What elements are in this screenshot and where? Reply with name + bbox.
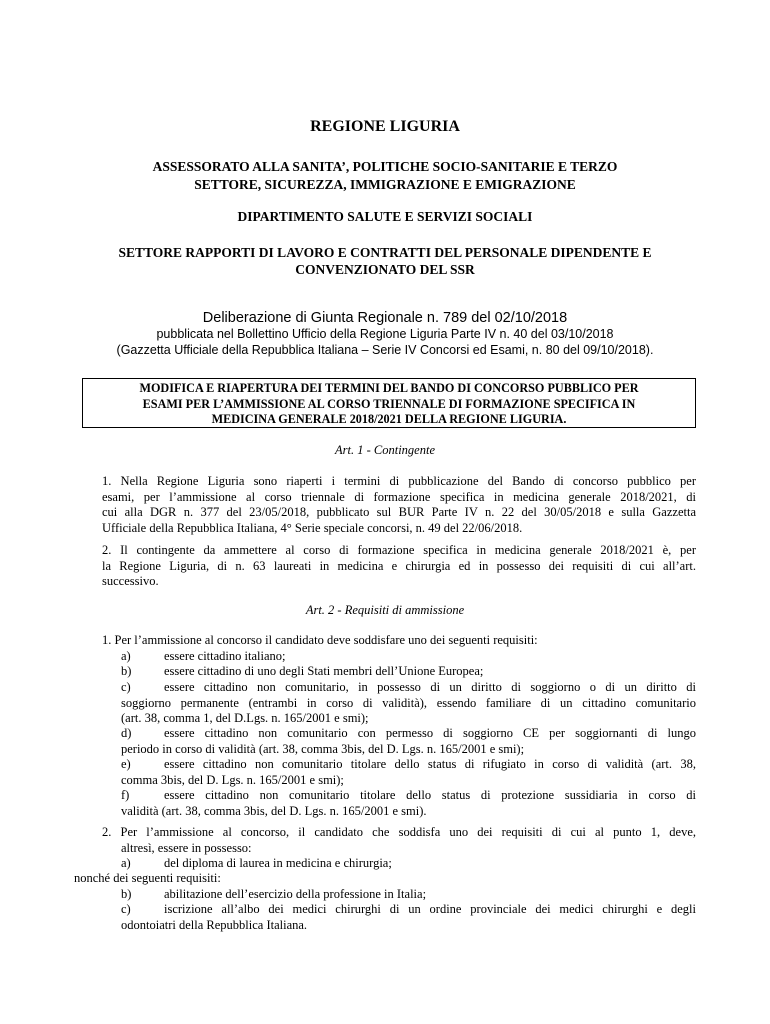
requirement-text: abilitazione dell’esercizio della professione in Italia; xyxy=(164,887,427,901)
requirement-d-line-1 xyxy=(121,726,696,742)
dipartimento-title: DIPARTIMENTO SALUTE E SERVIZI SOCIALI xyxy=(237,209,533,224)
assessorato-line-2: SETTORE, SICUREZZA, IMMIGRAZIONE E EMIGRAZIONE xyxy=(194,177,576,192)
requirement-e-line-1 xyxy=(121,757,696,773)
requirement-label: f) xyxy=(121,788,130,802)
requirement-label: c) xyxy=(121,902,131,916)
bando-title-line-2: ESAMI PER L’AMMISSIONE AL CORSO TRIENNALE DI FORMAZIONE SPECIFICA IN xyxy=(142,396,636,411)
art1-p1-line: Ufficiale della Repubblica Italiana, 4° Serie speciale concorsi, n. 49 del 22/06/2018. xyxy=(102,520,523,535)
art1-p1-line: cui alla DGR n. 377 del 23/05/2018, pubblicato sul BUR Parte IV n. 22 del 30/05/2018 e sulla Gazzetta xyxy=(102,505,696,519)
requirement-label: a) xyxy=(121,856,131,870)
requirement-text: periodo in corso di validità (art. 38, comma 3bis, del D. Lgs. n. 165/2001 e smi); xyxy=(121,741,525,756)
requirement-label: c) xyxy=(121,680,131,694)
requirement-label: e) xyxy=(121,757,131,771)
bando-title-box xyxy=(82,378,696,428)
requirement-text: odontoiatri della Repubblica Italiana. xyxy=(121,917,308,932)
art2-title: Art. 2 - Requisiti di ammissione xyxy=(305,603,465,617)
requirement-f-line-1 xyxy=(121,788,696,804)
requirement-2-c-line-1 xyxy=(121,902,696,918)
gazzetta-line: (Gazzetta Ufficiale della Repubblica Italiana – Serie IV Concorsi ed Esami, n. 80 del 09/10/2018). xyxy=(116,343,654,357)
requirement-c xyxy=(121,680,696,727)
art1-paragraph-1 xyxy=(102,474,696,536)
requirement-c-line-1 xyxy=(121,680,696,696)
art2-intro-2-line: 2. Per l’ammissione al concorso, il candidato che soddisfa uno dei requisiti di cui al punto 1, deve, xyxy=(102,825,696,839)
requirement-label: d) xyxy=(121,726,132,740)
art2-intro-2 xyxy=(102,825,696,856)
requirement-label: a) xyxy=(121,649,131,663)
art1-paragraph-2 xyxy=(102,543,696,590)
requirement-text: del diploma di laurea in medicina e chirurgia; xyxy=(164,856,392,870)
region-title: REGIONE LIGURIA xyxy=(310,118,460,135)
requirement-text: essere cittadino non comunitario titolare dello status di rifugiato in corso di validità (art. 38, xyxy=(164,757,696,771)
requirement-text: essere cittadino non comunitario titolare dello status di protezione sussidiaria in corso di xyxy=(164,788,696,802)
requirement-text: validità (art. 38, comma 3bis, del D. Lgs. n. 165/2001 e smi). xyxy=(121,803,427,818)
art1-p2-line: 2. Il contingente da ammettere al corso di formazione specifica in medicina generale 2018/2021 è, per xyxy=(102,543,696,557)
requirement-text: essere cittadino di uno degli Stati membri dell’Unione Europea; xyxy=(164,664,484,678)
requirement-text: essere cittadino non comunitario con permesso di soggiorno CE per soggiornanti di lungo xyxy=(164,726,696,740)
requirement-2-a xyxy=(121,856,696,871)
settore-line-2: CONVENZIONATO DEL SSR xyxy=(295,262,475,277)
requirement-b xyxy=(121,664,696,679)
bando-title-line-1: MODIFICA E RIAPERTURA DEI TERMINI DEL BANDO DI CONCORSO PUBBLICO PER xyxy=(139,381,639,395)
requirement-2-b xyxy=(121,887,696,902)
deliberazione-title: Deliberazione di Giunta Regionale n. 789 del 02/10/2018 xyxy=(202,310,568,326)
requirement-f xyxy=(121,788,696,819)
requirement-e xyxy=(121,757,696,788)
art2-intro-1: 1. Per l’ammissione al concorso il candidato deve soddisfare uno dei seguenti requisiti: xyxy=(102,633,538,647)
settore-line-1: SETTORE RAPPORTI DI LAVORO E CONTRATTI DEL PERSONALE DIPENDENTE E xyxy=(118,245,652,260)
requirement-text: iscrizione all’albo dei medici chirurghi di un ordine provinciale dei medici chirurghi e degli xyxy=(164,902,696,916)
bollettino-line: pubblicata nel Bollettino Ufficio della Regione Liguria Parte IV n. 40 del 03/10/2018 xyxy=(156,327,614,341)
assessorato-line-1: ASSESSORATO ALLA SANITA’, POLITICHE SOCIO-SANITARIE E TERZO xyxy=(152,159,618,174)
requirement-2-c xyxy=(121,902,696,933)
requirement-text: essere cittadino non comunitario, in possesso di un diritto di soggiorno o di un diritto di xyxy=(164,680,696,694)
art1-p1-line: 1. Nella Regione Liguria sono riaperti i termini di pubblicazione del Bando di concorso pubblico per xyxy=(102,474,696,488)
art1-p2-line: la Regione Liguria, di n. 63 laureati in medicina e chirurgia ed in possesso dei requisiti di cui all’art. xyxy=(102,558,696,573)
requirement-text: essere cittadino italiano; xyxy=(164,649,286,663)
requirement-d xyxy=(121,726,696,757)
bando-title-line-3: MEDICINA GENERALE 2018/2021 DELLA REGIONE LIGURIA. xyxy=(211,412,567,426)
requirement-text: soggiorno permanente (entrambi in corso di validità), essendo familiare di un cittadino comunitario xyxy=(121,695,696,710)
nonche-line: nonché dei seguenti requisiti: xyxy=(74,871,221,885)
art1-p2-line: successivo. xyxy=(102,574,159,588)
art1-title: Art. 1 - Contingente xyxy=(335,443,435,457)
requirement-text: comma 3bis, del D. Lgs. n. 165/2001 e smi); xyxy=(121,772,344,787)
requirement-label: b) xyxy=(121,887,132,901)
requirement-label: b) xyxy=(121,664,132,678)
art1-p1-line: esami, per l’ammissione al corso triennale di formazione specifica in medicina generale 2018/2021, di xyxy=(102,489,696,504)
requirement-text: (art. 38, comma 1, del D.Lgs. n. 165/2001 e smi); xyxy=(121,711,369,725)
art2-intro-2-line: altresì, essere in possesso: xyxy=(121,840,252,855)
requirement-a xyxy=(121,649,696,664)
